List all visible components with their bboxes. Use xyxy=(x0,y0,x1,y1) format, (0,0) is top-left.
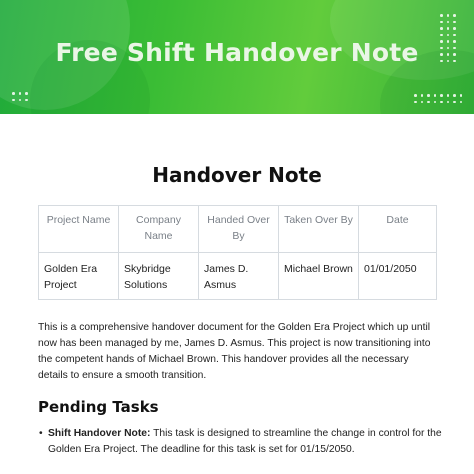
column-header-project-name: Project Name xyxy=(39,206,119,253)
cell-date: 01/01/2050 xyxy=(359,253,437,300)
handover-table xyxy=(38,205,437,300)
document-title: Handover Note xyxy=(152,163,322,187)
cell-project-name: Golden Era Project xyxy=(39,253,119,300)
task-label: Shift Handover Note: xyxy=(48,428,151,439)
task-description: This task is designed to streamline the change in control for the Golden Era Project. The deadline for this task is set for 01/15/2050. xyxy=(48,428,442,455)
list-item xyxy=(48,426,448,458)
intro-paragraph: This is a comprehensive handover document for the Golden Era Project which up until now has been managed by me, James D. Asmus. This project is now transitioning into the competent hands of Michael Brown. This handover provides all the necessary details to ensure a smooth transition. xyxy=(38,322,431,381)
column-header-date: Date xyxy=(359,206,437,253)
banner-title: Free Shift Handover Note xyxy=(55,38,419,67)
dot-grid-decoration xyxy=(12,92,28,101)
cell-handed-over-by: James D. Asmus xyxy=(199,253,279,300)
header-banner xyxy=(0,0,474,114)
column-header-company-name: Company Name xyxy=(119,206,199,253)
pending-tasks-list xyxy=(38,426,448,458)
column-header-handed-over-by: Handed Over By xyxy=(199,206,279,253)
cell-company-name: Skybridge Solutions xyxy=(119,253,199,300)
pending-tasks-heading: Pending Tasks xyxy=(38,398,159,416)
dot-grid-decoration xyxy=(414,94,462,103)
column-header-taken-over-by: Taken Over By xyxy=(279,206,359,253)
table-header-row xyxy=(39,206,437,253)
table-row xyxy=(39,253,437,300)
cell-taken-over-by: Michael Brown xyxy=(279,253,359,300)
